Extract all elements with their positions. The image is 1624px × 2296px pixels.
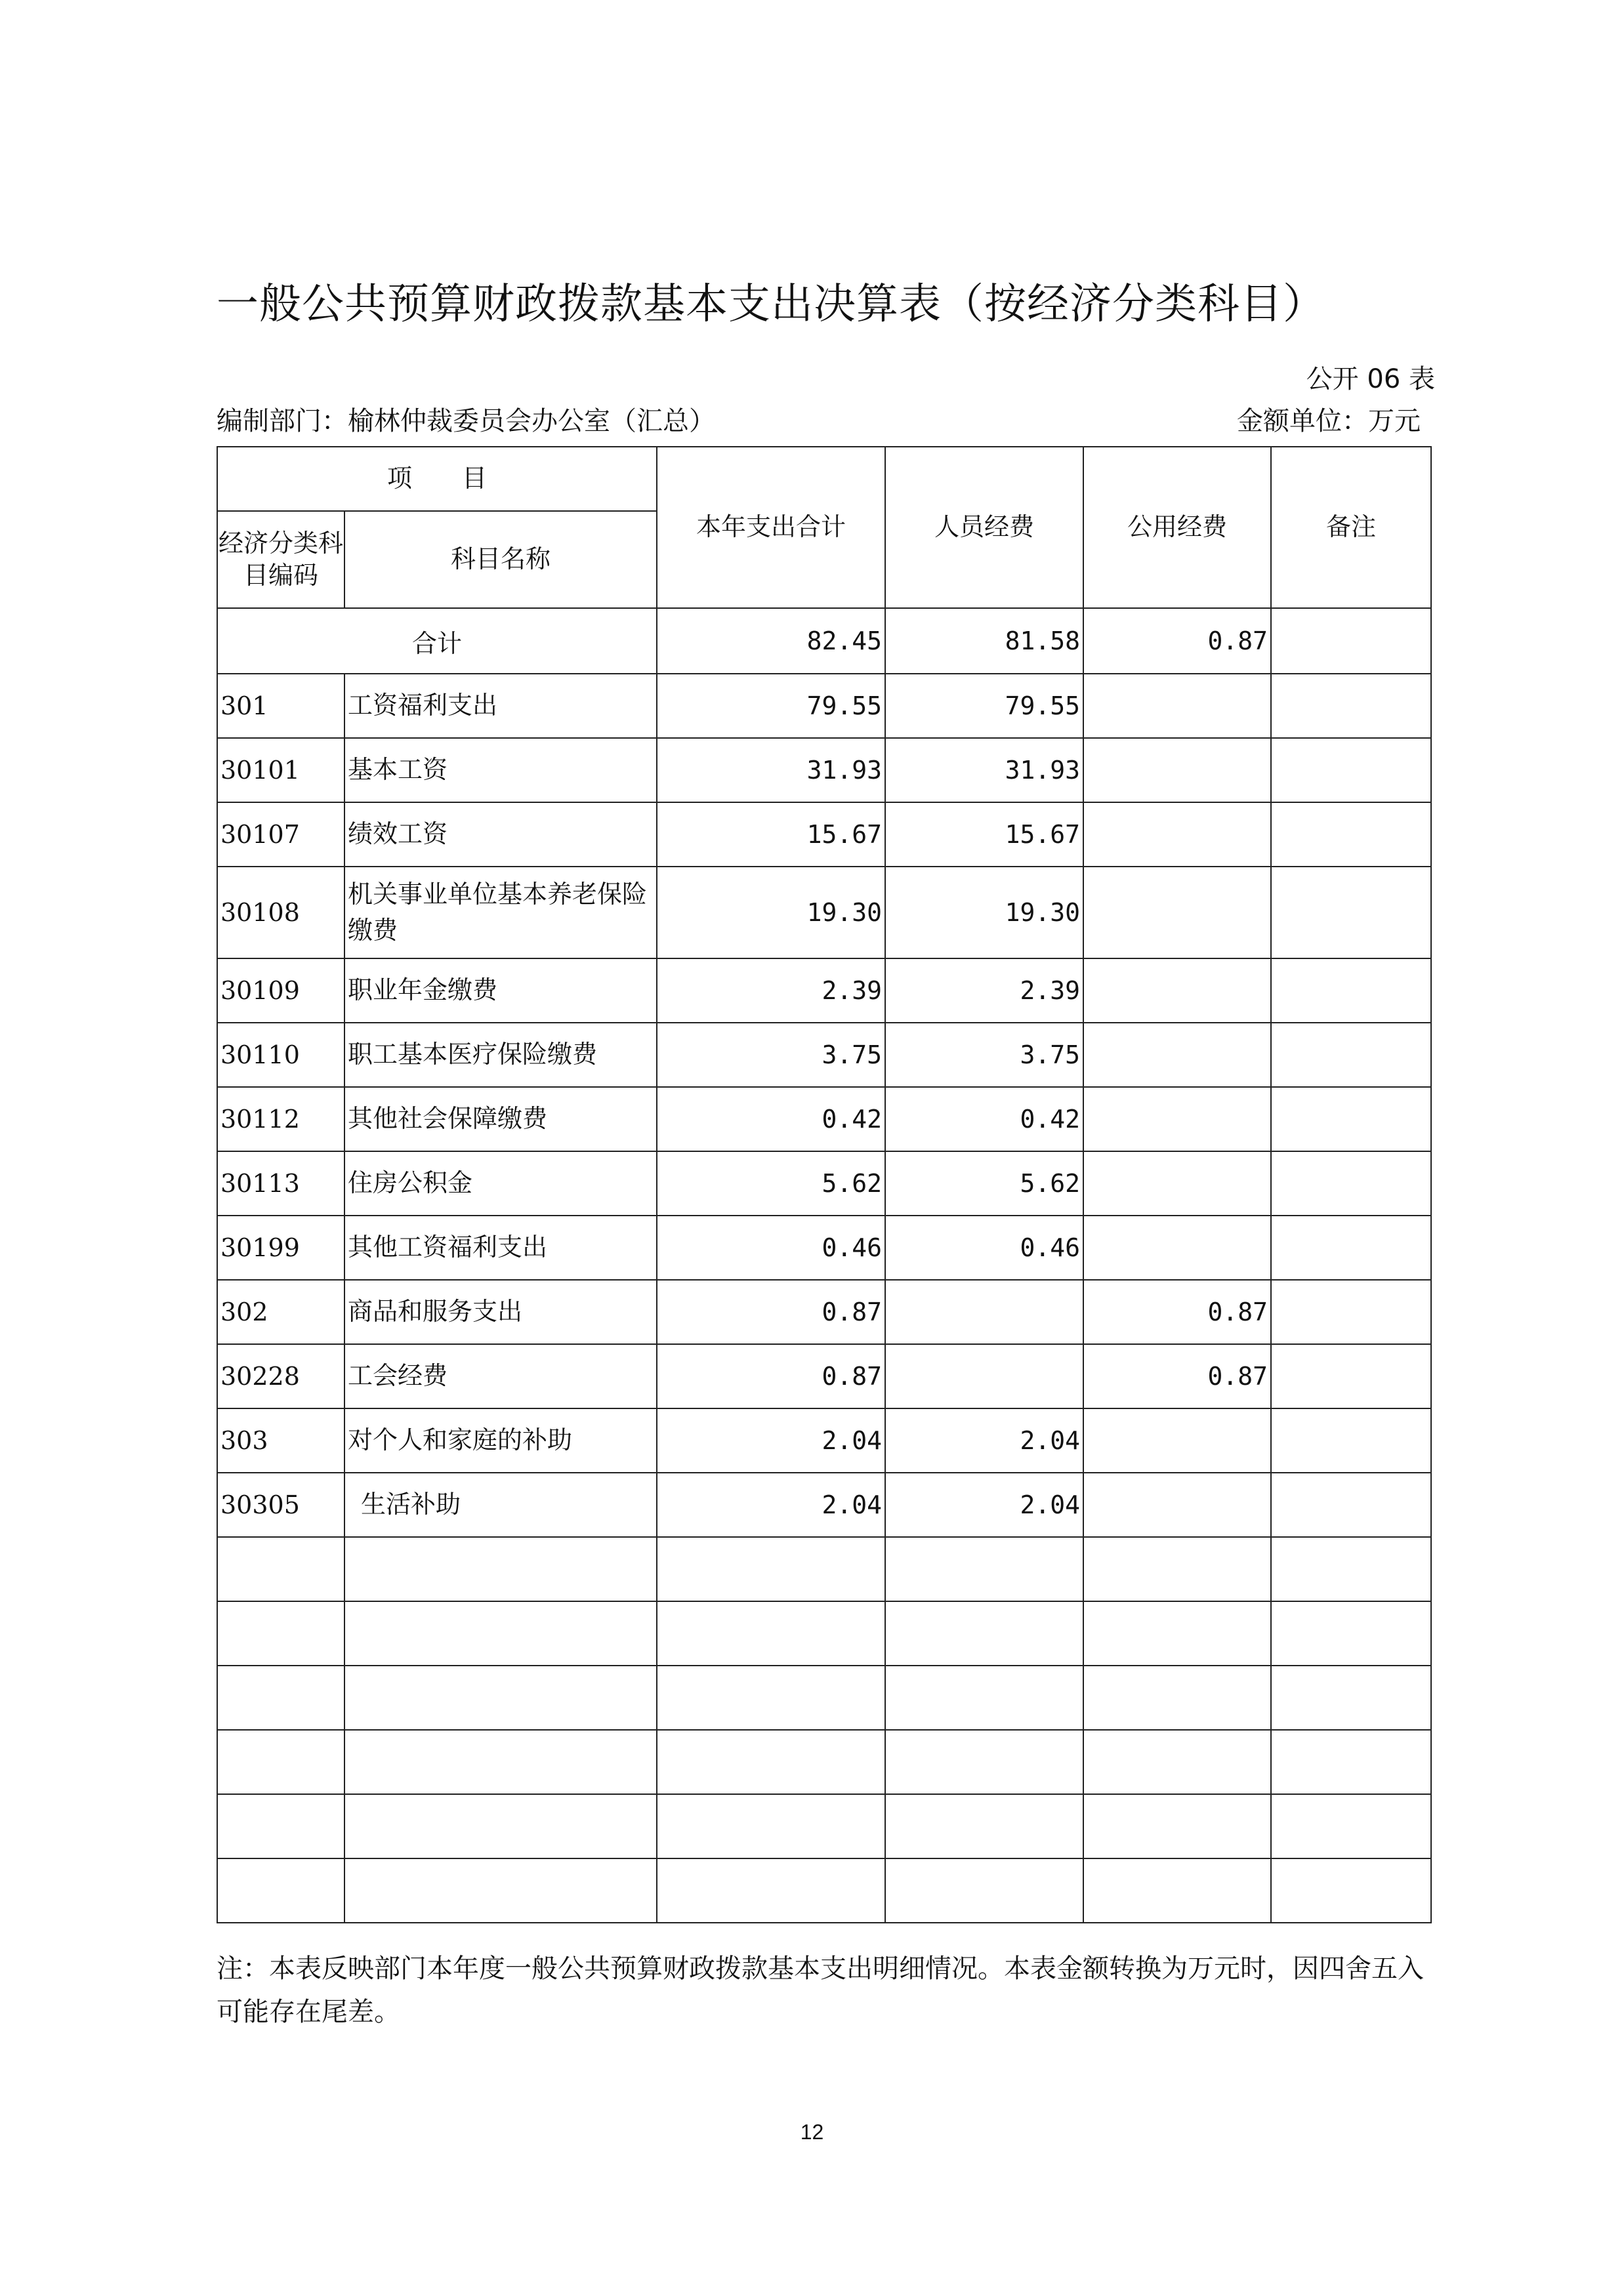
cell-name: 工资福利支出 — [344, 674, 657, 738]
table-row — [217, 802, 1431, 867]
cell-code: 30113 — [217, 1151, 344, 1216]
cell-name — [344, 1858, 657, 1923]
header-name: 科目名称 — [344, 511, 657, 608]
cell-remark — [1271, 1151, 1431, 1216]
cell-remark — [1271, 1730, 1431, 1794]
cell-remark — [1271, 867, 1431, 958]
cell-name — [344, 1601, 657, 1666]
total-row — [217, 608, 1431, 674]
cell-public — [1083, 1216, 1271, 1280]
expenditure-table — [217, 446, 1432, 1923]
cell-name — [344, 1794, 657, 1858]
page-number: 12 — [800, 2120, 824, 2144]
cell-total: 2.04 — [657, 1408, 885, 1473]
cell-total: 0.87 — [657, 1344, 885, 1408]
cell-name: 机关事业单位基本养老保险缴费 — [344, 867, 657, 958]
cell-public — [1083, 674, 1271, 738]
cell-code — [217, 1537, 344, 1601]
table-row — [217, 1408, 1431, 1473]
cell-personnel: 5.62 — [885, 1151, 1083, 1216]
table-footnote: 注：本表反映部门本年度一般公共预算财政拨款基本支出明细情况。本表金额转换为万元时，因四舍五入可能存在尾差。 — [217, 1954, 1424, 2027]
cell-code — [217, 1601, 344, 1666]
header-remark: 备注 — [1271, 447, 1431, 608]
cell-public — [1083, 1473, 1271, 1537]
table-row — [217, 1473, 1431, 1537]
cell-name: 基本工资 — [344, 738, 657, 802]
cell-personnel — [885, 1601, 1083, 1666]
total-cell-personnel: 81.58 — [885, 608, 1083, 674]
amount-unit-label: 金额单位：万元 — [1237, 406, 1421, 436]
cell-remark — [1271, 738, 1431, 802]
cell-total — [657, 1601, 885, 1666]
cell-remark — [1271, 1280, 1431, 1344]
cell-code — [217, 1666, 344, 1730]
cell-total: 79.55 — [657, 674, 885, 738]
cell-code: 303 — [217, 1408, 344, 1473]
cell-remark — [1271, 1473, 1431, 1537]
cell-public — [1083, 1408, 1271, 1473]
cell-public — [1083, 1666, 1271, 1730]
cell-public — [1083, 1601, 1271, 1666]
table-row — [217, 1666, 1431, 1730]
cell-code: 30108 — [217, 867, 344, 958]
cell-total — [657, 1537, 885, 1601]
cell-name: 绩效工资 — [344, 802, 657, 867]
cell-code: 30107 — [217, 802, 344, 867]
cell-code: 30112 — [217, 1087, 344, 1151]
cell-public — [1083, 802, 1271, 867]
cell-public — [1083, 738, 1271, 802]
header-code: 经济分类科目编码 — [217, 511, 344, 608]
cell-remark — [1271, 1666, 1431, 1730]
cell-name: 职工基本医疗保险缴费 — [344, 1023, 657, 1087]
cell-remark — [1271, 1601, 1431, 1666]
cell-personnel — [885, 1280, 1083, 1344]
total-cell-total: 82.45 — [657, 608, 885, 674]
cell-personnel: 19.30 — [885, 867, 1083, 958]
cell-total: 2.39 — [657, 958, 885, 1023]
cell-remark — [1271, 1216, 1431, 1280]
header-personnel: 人员经费 — [885, 447, 1083, 608]
cell-remark — [1271, 674, 1431, 738]
cell-total — [657, 1858, 885, 1923]
cell-name — [344, 1666, 657, 1730]
cell-total: 31.93 — [657, 738, 885, 802]
cell-remark — [1271, 1858, 1431, 1923]
cell-code: 30228 — [217, 1344, 344, 1408]
cell-remark — [1271, 1023, 1431, 1087]
cell-name: 其他工资福利支出 — [344, 1216, 657, 1280]
table-row — [217, 1023, 1431, 1087]
table-row — [217, 1858, 1431, 1923]
cell-total: 0.87 — [657, 1280, 885, 1344]
header-row-top — [217, 447, 1431, 511]
cell-remark — [1271, 1537, 1431, 1601]
cell-personnel — [885, 1794, 1083, 1858]
cell-total — [657, 1794, 885, 1858]
cell-name: 住房公积金 — [344, 1151, 657, 1216]
table-row — [217, 1794, 1431, 1858]
table-row — [217, 1730, 1431, 1794]
table-row — [217, 1537, 1431, 1601]
cell-personnel — [885, 1858, 1083, 1923]
cell-remark — [1271, 1408, 1431, 1473]
cell-personnel — [885, 1344, 1083, 1408]
cell-personnel: 2.04 — [885, 1473, 1083, 1537]
cell-total: 0.46 — [657, 1216, 885, 1280]
cell-remark — [1271, 1794, 1431, 1858]
cell-total: 15.67 — [657, 802, 885, 867]
cell-personnel: 79.55 — [885, 674, 1083, 738]
table-row — [217, 1280, 1431, 1344]
cell-public — [1083, 1087, 1271, 1151]
cell-public — [1083, 1794, 1271, 1858]
cell-personnel: 2.39 — [885, 958, 1083, 1023]
cell-personnel: 31.93 — [885, 738, 1083, 802]
cell-name: 其他社会保障缴费 — [344, 1087, 657, 1151]
total-cell-remark — [1271, 608, 1431, 674]
cell-personnel: 15.67 — [885, 802, 1083, 867]
cell-code: 302 — [217, 1280, 344, 1344]
cell-code — [217, 1794, 344, 1858]
cell-public — [1083, 1151, 1271, 1216]
cell-name — [344, 1730, 657, 1794]
cell-public: 0.87 — [1083, 1280, 1271, 1344]
cell-name: 对个人和家庭的补助 — [344, 1408, 657, 1473]
page-title: 一般公共预算财政拨款基本支出决算表（按经济分类科目） — [217, 280, 1325, 329]
table-row — [217, 738, 1431, 802]
cell-total — [657, 1666, 885, 1730]
cell-name — [344, 1537, 657, 1601]
cell-personnel — [885, 1537, 1083, 1601]
cell-total: 2.04 — [657, 1473, 885, 1537]
cell-remark — [1271, 802, 1431, 867]
table-row — [217, 1087, 1431, 1151]
table-row — [217, 958, 1431, 1023]
cell-total: 0.42 — [657, 1087, 885, 1151]
cell-name: 职业年金缴费 — [344, 958, 657, 1023]
table-row — [217, 1216, 1431, 1280]
form-number: 公开 06 表 — [1306, 364, 1435, 394]
table-row — [217, 674, 1431, 738]
cell-personnel — [885, 1730, 1083, 1794]
table-row — [217, 1344, 1431, 1408]
total-label: 合计 — [217, 608, 657, 674]
cell-remark — [1271, 1344, 1431, 1408]
cell-personnel — [885, 1666, 1083, 1730]
cell-code — [217, 1858, 344, 1923]
cell-personnel: 3.75 — [885, 1023, 1083, 1087]
cell-public: 0.87 — [1083, 1344, 1271, 1408]
cell-public — [1083, 867, 1271, 958]
table-row — [217, 867, 1431, 958]
cell-name: 工会经费 — [344, 1344, 657, 1408]
cell-code: 30199 — [217, 1216, 344, 1280]
cell-code — [217, 1730, 344, 1794]
cell-personnel: 2.04 — [885, 1408, 1083, 1473]
cell-code: 30109 — [217, 958, 344, 1023]
cell-public — [1083, 1858, 1271, 1923]
cell-public — [1083, 1023, 1271, 1087]
table-row — [217, 1601, 1431, 1666]
cell-total: 3.75 — [657, 1023, 885, 1087]
header-project: 项 目 — [217, 447, 657, 511]
cell-code: 30305 — [217, 1473, 344, 1537]
cell-name: 商品和服务支出 — [344, 1280, 657, 1344]
cell-code: 301 — [217, 674, 344, 738]
cell-total — [657, 1730, 885, 1794]
total-cell-public: 0.87 — [1083, 608, 1271, 674]
cell-code: 30101 — [217, 738, 344, 802]
cell-total: 19.30 — [657, 867, 885, 958]
cell-remark — [1271, 958, 1431, 1023]
cell-total: 5.62 — [657, 1151, 885, 1216]
cell-remark — [1271, 1087, 1431, 1151]
cell-public — [1083, 958, 1271, 1023]
cell-personnel: 0.42 — [885, 1087, 1083, 1151]
cell-code: 30110 — [217, 1023, 344, 1087]
cell-public — [1083, 1730, 1271, 1794]
header-public: 公用经费 — [1083, 447, 1271, 608]
department-label: 编制部门：榆林仲裁委员会办公室（汇总） — [217, 406, 715, 436]
cell-public — [1083, 1537, 1271, 1601]
cell-name: 生活补助 — [344, 1473, 657, 1537]
cell-personnel: 0.46 — [885, 1216, 1083, 1280]
header-total: 本年支出合计 — [657, 447, 885, 608]
table-row — [217, 1151, 1431, 1216]
